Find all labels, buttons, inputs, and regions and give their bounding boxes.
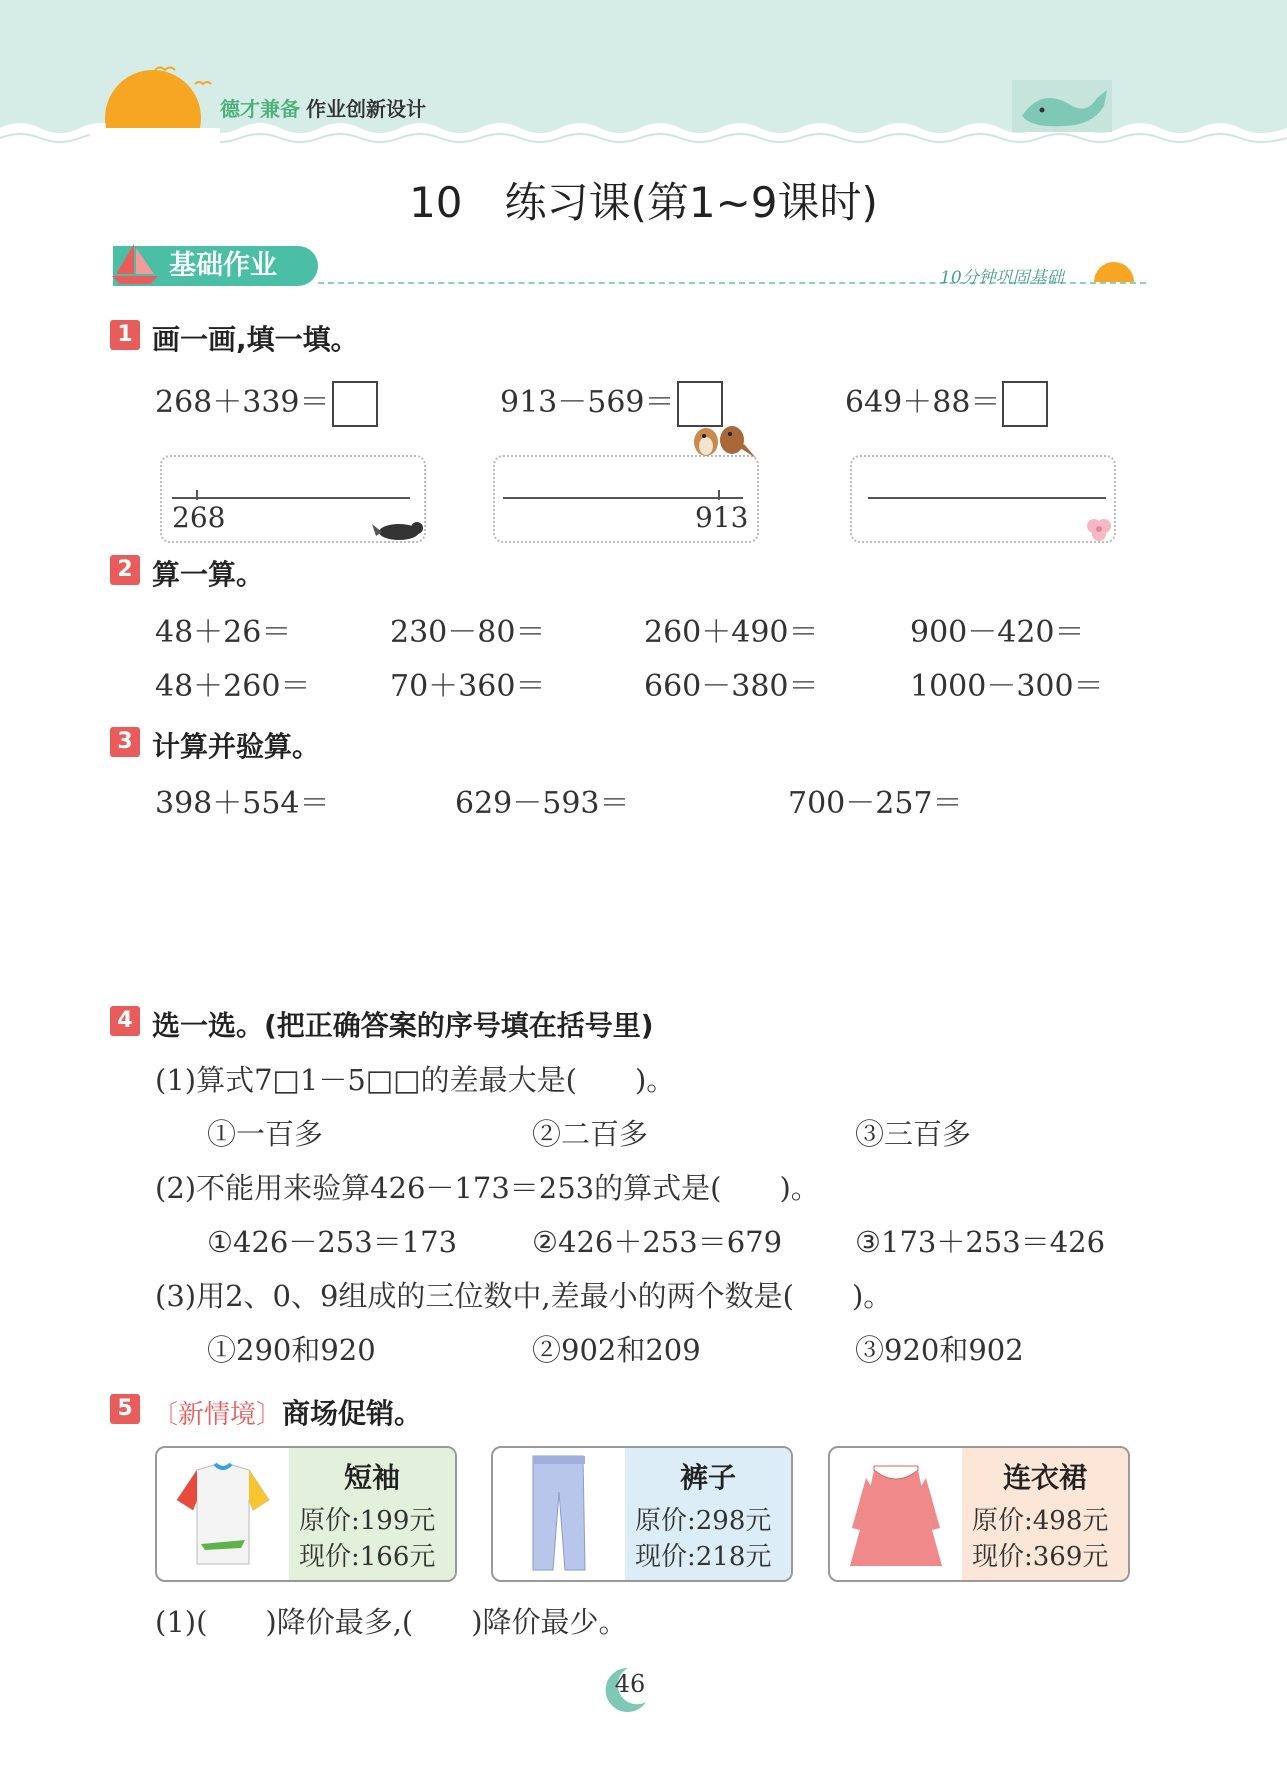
- number-line-tick: [718, 490, 720, 500]
- number-line-label-913: 913: [695, 501, 749, 534]
- page-title: 10 练习课(第1~9课时): [409, 178, 878, 227]
- bird-icon: [372, 514, 426, 544]
- q5-sub1: (1)( )降价最多,( )降价最少。: [155, 1605, 628, 1639]
- q1-expr-1-text: 268＋339＝: [155, 385, 330, 420]
- question-number-3: 3: [110, 727, 140, 757]
- q4-sub3: (3)用2、0、9组成的三位数中,差最小的两个数是( )。: [155, 1279, 893, 1313]
- section-subtitle: 10分钟巩固基础: [940, 268, 1064, 288]
- question-2-title: 算一算。: [152, 558, 265, 591]
- whale-icon: [1012, 76, 1112, 132]
- small-sun-icon: [1094, 262, 1134, 282]
- number-line-3: [868, 497, 1106, 499]
- question-4-title: 选一选。(把正确答案的序号填在括号里): [152, 1009, 654, 1042]
- flower-icon: [1084, 516, 1116, 544]
- q4-sub3-option[interactable]: ③920和902: [855, 1333, 1024, 1367]
- product-name: 连衣裙: [1002, 1461, 1087, 1494]
- q4-sub3-option[interactable]: ②902和209: [532, 1333, 701, 1367]
- question-number-5: 5: [110, 1394, 140, 1424]
- current-price: 现价:369元: [972, 1542, 1109, 1572]
- question-number-1: 1: [110, 320, 140, 350]
- original-price: 原价:498元: [972, 1506, 1109, 1536]
- sailboat-icon: [110, 240, 160, 286]
- q4-sub2-option[interactable]: ①426－253＝173: [207, 1225, 458, 1259]
- q1-expr-3-text: 649＋88＝: [845, 385, 1001, 420]
- number-line-2: [503, 497, 743, 499]
- product-name: 短袖: [343, 1461, 400, 1494]
- q2-expr: 48＋26＝: [155, 615, 292, 650]
- q1-expr-2-text: 913－569＝: [500, 385, 675, 420]
- q4-sub3-option[interactable]: ①290和920: [207, 1333, 376, 1367]
- q3-expr: 700－257＝: [788, 786, 963, 821]
- number-line-1: [172, 497, 410, 499]
- q2-expr: 230－80＝: [390, 615, 546, 650]
- q2-expr: 1000－300＝: [910, 669, 1104, 704]
- product-card-pants: [491, 1446, 793, 1582]
- question-5-heading: [152, 1392, 422, 1432]
- card-info: [625, 1448, 791, 1580]
- question-number-2: 2: [110, 555, 140, 585]
- q1-expr-3: [845, 377, 1048, 427]
- sun-mask: [90, 128, 220, 168]
- card-info: [962, 1448, 1128, 1580]
- number-line-tick: [196, 490, 198, 500]
- q4-sub1-option[interactable]: ①一百多: [207, 1117, 324, 1151]
- q2-expr: 660－380＝: [644, 669, 819, 704]
- brand-part1: 德才兼备: [220, 97, 300, 121]
- number-line-label-268: 268: [172, 501, 226, 534]
- original-price: 原价:298元: [635, 1506, 772, 1536]
- bird-icon: [150, 62, 220, 92]
- q2-expr: 260＋490＝: [644, 615, 819, 650]
- new-context-tag: 〔新情境〕: [152, 1400, 283, 1430]
- sparrows-icon: [688, 418, 758, 460]
- question-1-title: 画一画,填一填。: [152, 323, 359, 356]
- answer-box[interactable]: [1002, 381, 1048, 427]
- pants-icon: [493, 1448, 625, 1580]
- brand-part2: 作业创新设计: [306, 97, 426, 121]
- product-name: 裤子: [679, 1461, 736, 1494]
- q2-expr: 48＋260＝: [155, 669, 311, 704]
- brand-title: [220, 93, 426, 122]
- q4-sub2: (2)不能用来验算426－173＝253的算式是( )。: [155, 1171, 820, 1205]
- q3-expr: 398＋554＝: [155, 786, 330, 821]
- q4-sub1-option[interactable]: ③三百多: [855, 1117, 972, 1151]
- q4-sub2-option[interactable]: ③173＋253＝426: [855, 1225, 1106, 1259]
- tshirt-icon: [157, 1448, 289, 1580]
- question-5-title: 商场促销。: [282, 1397, 423, 1430]
- card-info: [289, 1448, 455, 1580]
- q3-expr: 629－593＝: [455, 786, 630, 821]
- dress-icon: [830, 1448, 962, 1580]
- q2-expr: 70＋360＝: [390, 669, 546, 704]
- current-price: 现价:166元: [299, 1542, 436, 1572]
- q2-expr: 900－420＝: [910, 615, 1085, 650]
- number-line-box-3[interactable]: [850, 455, 1116, 543]
- q4-sub1-option[interactable]: ②二百多: [532, 1117, 649, 1151]
- question-3-title: 计算并验算。: [152, 730, 321, 763]
- current-price: 现价:218元: [635, 1542, 772, 1572]
- q4-sub1: (1)算式7□1－5□□的差最大是( )。: [155, 1063, 676, 1097]
- product-card-shirt: [155, 1446, 457, 1582]
- section-banner: 基础作业: [113, 246, 318, 286]
- page-number: 46: [614, 1670, 646, 1698]
- q4-sub2-option[interactable]: ②426＋253＝679: [532, 1225, 783, 1259]
- answer-box[interactable]: [332, 381, 378, 427]
- question-number-4: 4: [110, 1006, 140, 1036]
- product-card-dress: [828, 1446, 1130, 1582]
- original-price: 原价:199元: [299, 1506, 436, 1536]
- q1-expr-1: [155, 377, 378, 427]
